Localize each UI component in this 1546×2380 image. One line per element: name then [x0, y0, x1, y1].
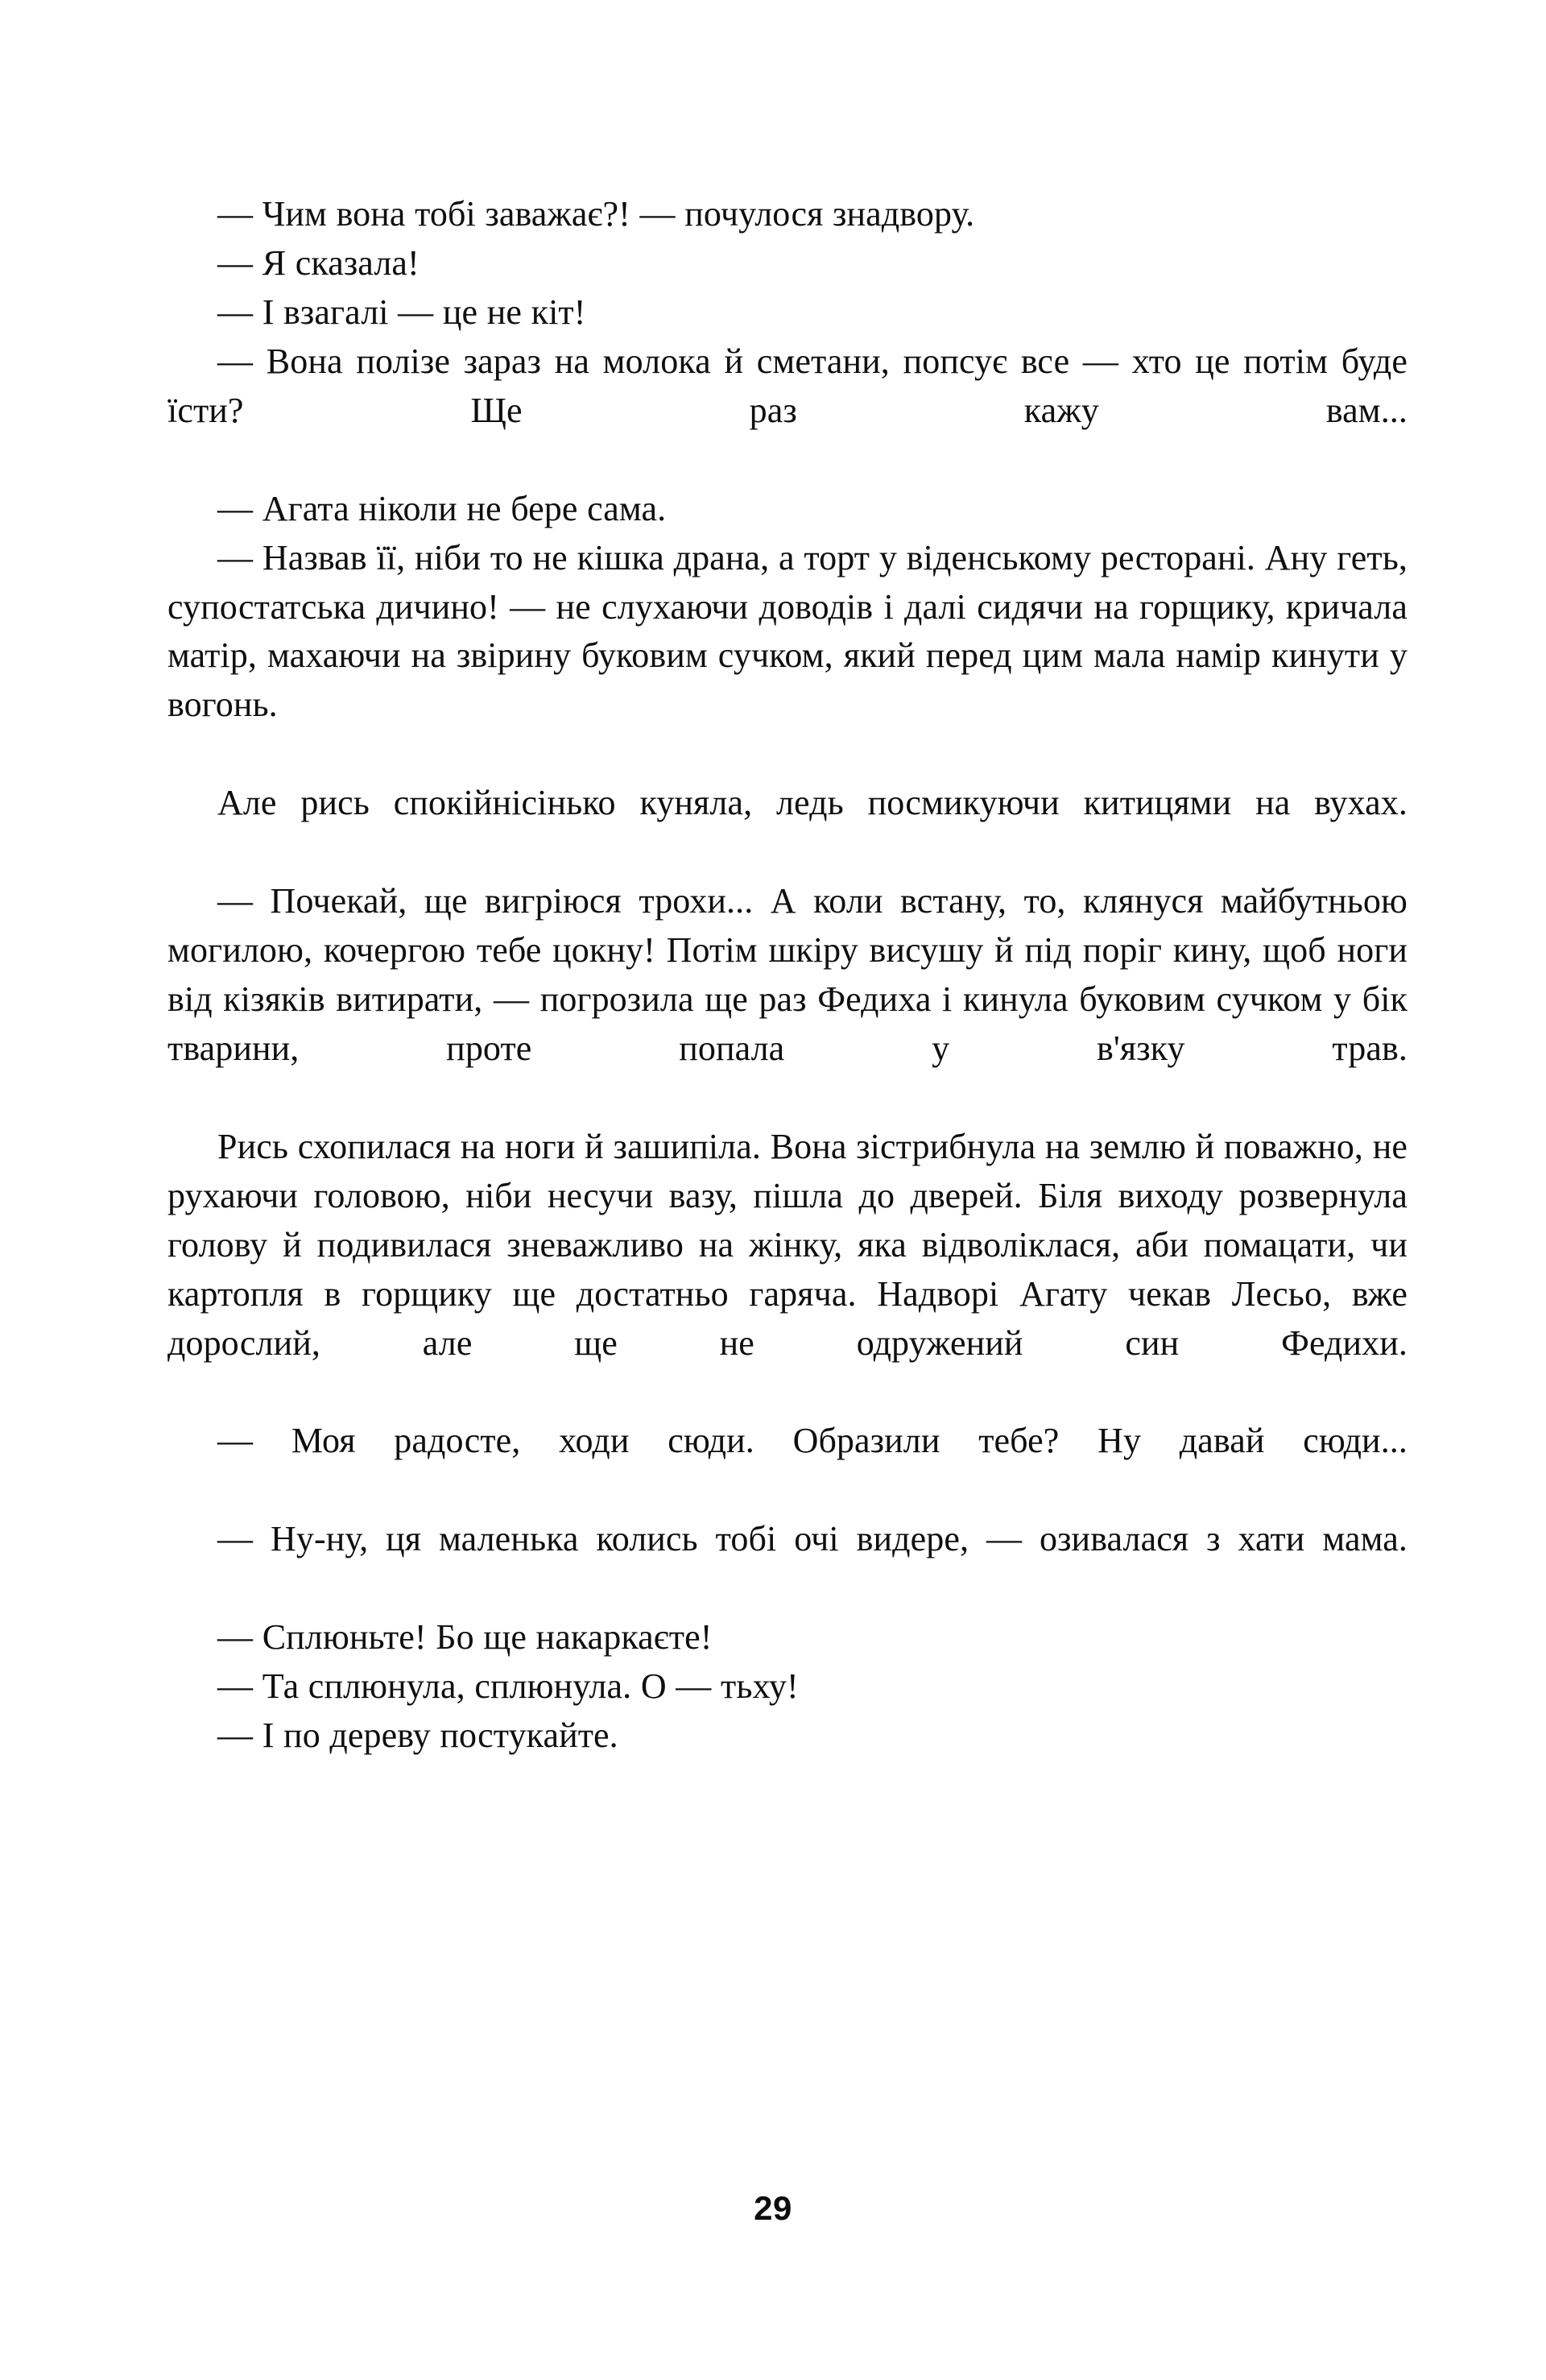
paragraph: — Та сплюнула, сплюнула. О — тьху!: [217, 1666, 799, 1707]
paragraph: — Назвав її, ніби то не кішка драна, а торт у віденському ресторані. Ану геть, супостатська дичино! — не слухаючи доводів і далі сидячи на горщику, кричала матір, махаючи на звірину буковим сучком, який перед цим мала намір кинути у вогонь.: [167, 537, 1408, 725]
page-body-text: [167, 190, 1408, 1761]
paragraph: — Сплюньте! Бо ще накаркаєте!: [217, 1617, 713, 1658]
paragraph: Але рись спокійнісінько куняла, ледь посмикуючи китицями на вухах.: [217, 783, 1408, 823]
paragraph: — Чим вона тобі заважає?! — почулося знадвору.: [217, 194, 975, 234]
paragraph: — Моя радосте, ходи сюди. Образили тебе? Ну давай сюди...: [217, 1421, 1408, 1461]
paragraph: — Я сказала!: [217, 242, 420, 283]
paragraph: Рись схопилася на ноги й зашипіла. Вона зістрибнула на землю й поважно, не рухаючи головою, ніби несучи вазу, пішла до дверей. Біля виходу розвернула голову й подивилася зневажливо на жінку, яка відволіклася, аби помацати, чи картопля в горщику ще достатньо гаряча. Надворі Агату чекав Лесьо, вже дорослий, але ще не одружений син Федихи.: [167, 1126, 1408, 1363]
paragraph: — І по дереву постукайте.: [217, 1716, 618, 1756]
paragraph: — І взагалі — це не кіт!: [217, 292, 586, 332]
page-number: 29: [754, 2189, 792, 2227]
paragraph: — Вона полізе зараз на молока й сметани, попсує все — хто це потім буде їсти? Ще раз кажу вам...: [167, 341, 1408, 430]
paragraph: — Ну-ну, ця маленька колись тобі очі видере, — озивалася з хати мама.: [217, 1519, 1408, 1559]
paragraph: — Почекай, ще вигріюся трохи... А коли встану, то, клянуся майбутньою могилою, кочергою тебе цокну! Потім шкіру висушу й під поріг кину, щоб ноги від кізяків витирати, — погрозила ще раз Федиха і кинула буковим сучком у бік тварини, проте попала у в'язку трав.: [167, 881, 1408, 1068]
paragraph: — Агата ніколи не бере сама.: [217, 488, 667, 528]
